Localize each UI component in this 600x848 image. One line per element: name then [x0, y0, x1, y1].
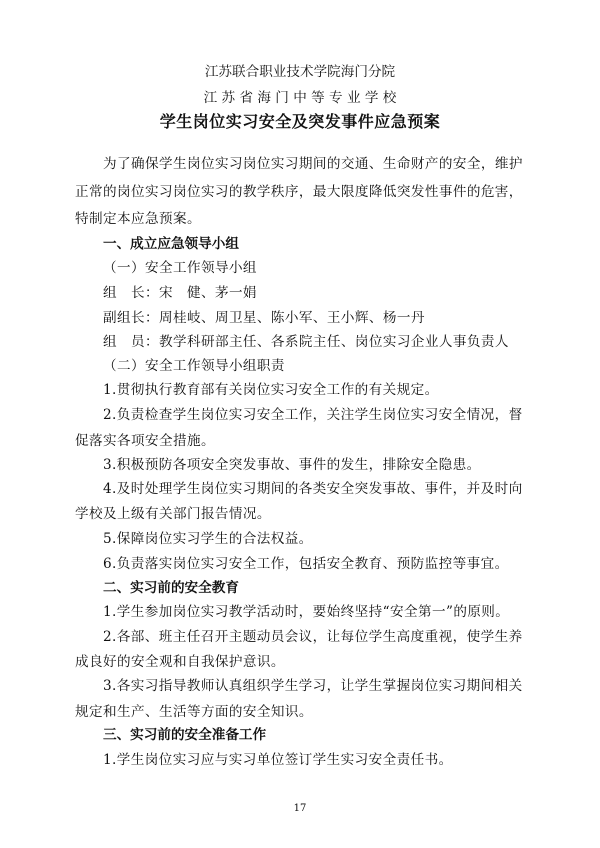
preparation-item-1: 1.学生岗位实习应与实习单位签订学生实习安全责任书。: [103, 752, 453, 768]
section-heading-3: 三、实习前的安全准备工作: [103, 727, 267, 743]
duty-item-1: 1.贯彻执行教育部有关岗位实习安全工作的有关规定。: [103, 382, 439, 398]
education-item-2-line2: 成良好的安全观和自我保护意识。: [75, 654, 285, 670]
school-name-line2: 江 苏 省 海 门 中 等 专 业 学 校: [203, 90, 397, 106]
section-heading-2: 二、实习前的安全教育: [103, 580, 239, 596]
page-number: 17: [293, 803, 307, 814]
document-title: 学生岗位实习安全及突发事件应急预案: [159, 112, 441, 131]
education-item-3-line2: 规定和生产、生活等方面的安全知识。: [75, 704, 313, 720]
education-item-1: 1.学生参加岗位实习教学活动时，要始终坚持“安全第一”的原则。: [103, 604, 510, 620]
duty-item-3: 3.积极预防各项安全突发事故、事件的发生，排除安全隐患。: [103, 457, 481, 473]
intro-paragraph-line2: 正常的岗位实习岗位实习的教学秩序，最大限度降低突发性事件的危害，: [75, 184, 523, 200]
education-item-3-line1: 3.各实习指导教师认真组织学生学习，让学生掌握岗位实习期间相关: [103, 678, 523, 694]
education-item-2-line1: 2.各部、班主任召开主题动员会议，让每位学生高度重视，使学生养: [103, 629, 523, 645]
duty-item-4-line2: 学校及上级有关部门报告情况。: [75, 506, 271, 522]
duty-item-6: 6.负责落实岗位实习安全工作，包括安全教育、预防监控等事宜。: [103, 556, 509, 572]
deputy-leader-line: 副组长：周桂岐、周卫星、陈小军、王小辉、杨一丹: [103, 310, 425, 326]
duty-item-4-line1: 4.及时处理学生岗位实习期间的各类安全突发事故、事件，并及时向: [103, 481, 523, 497]
duty-item-5: 5.保障岗位实习学生的合法权益。: [103, 531, 313, 547]
intro-paragraph-line1: 为了确保学生岗位实习岗位实习期间的交通、生命财产的安全，维护: [103, 156, 523, 172]
intro-paragraph-line3: 特制定本应急预案。: [75, 211, 201, 227]
school-name-line1: 江苏联合职业技术学院海门分院: [204, 64, 396, 80]
section-heading-1: 一、成立应急领导小组: [103, 236, 239, 252]
subsection-heading-2: （二）安全工作领导小组职责: [103, 358, 285, 374]
members-line: 组 员：教学科研部主任、各系院主任、岗位实习企业人事负责人: [103, 334, 509, 350]
duty-item-2-line2: 促落实各项安全措施。: [75, 433, 215, 449]
subsection-heading-1: （一）安全工作领导小组: [103, 260, 257, 276]
leader-line: 组 长：宋 健、茅一娟: [103, 285, 257, 301]
duty-item-2-line1: 2.负责检查学生岗位实习安全工作，关注学生岗位实习安全情况，督: [103, 407, 523, 423]
